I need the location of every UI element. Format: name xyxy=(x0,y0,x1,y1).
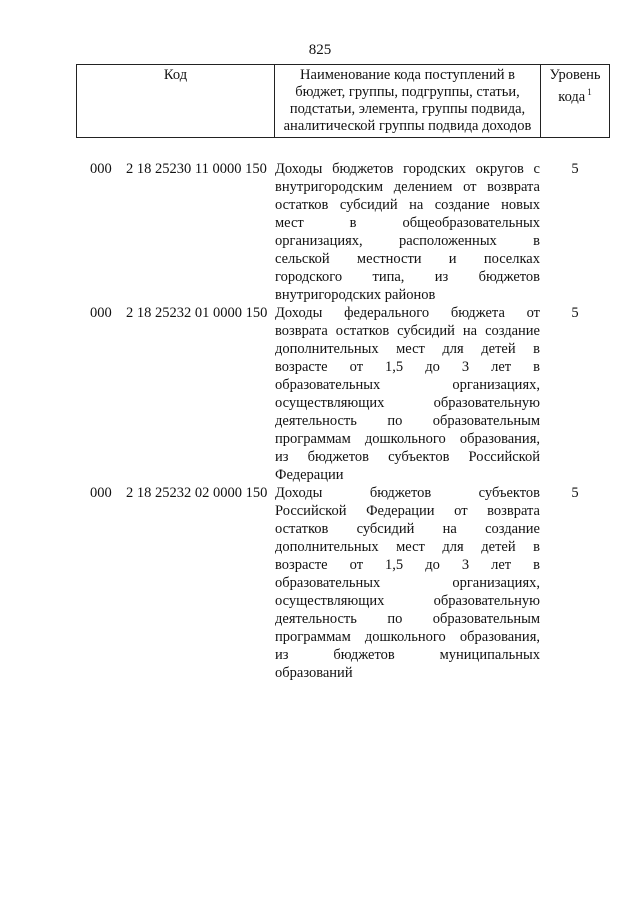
description-line: дополнительных мест для детей в xyxy=(275,341,540,357)
description-line: деятельность по образовательным xyxy=(275,413,540,429)
table-row xyxy=(76,160,610,304)
table-header xyxy=(76,64,610,138)
page-number: 825 xyxy=(308,42,332,58)
description-line: остатков субсидий на создание новых xyxy=(275,197,540,213)
description-line: возврата остатков субсидий на создание xyxy=(275,323,540,339)
header-level-line2 xyxy=(541,84,609,106)
header-level-line: Уровень xyxy=(549,67,601,83)
description-line: Доходы бюджетов субъектов xyxy=(275,485,540,501)
description-line: внутригородских районов xyxy=(275,287,436,303)
header-name-line: подстатьи, элемента, группы подвида, xyxy=(289,101,526,117)
description-line: мест в общеобразовательных xyxy=(275,215,540,231)
header-level xyxy=(541,65,609,137)
description-line: остатков субсидий на создание xyxy=(275,521,540,537)
description-line: Доходы федерального бюджета от xyxy=(275,305,540,321)
description-line: внутригородским делением от возврата xyxy=(275,179,540,195)
code-description xyxy=(275,160,540,304)
description-line: из бюджетов субъектов Российской xyxy=(275,449,540,465)
budget-code: 2 18 25232 01 0000 150 xyxy=(126,305,268,321)
table-row xyxy=(76,484,610,682)
code-level: 5 xyxy=(571,161,579,177)
header-name-line: бюджет, группы, подгруппы, статьи, xyxy=(295,84,520,100)
description-line: возрасте от 1,5 до 3 лет в xyxy=(275,557,540,573)
description-line: сельской местности и поселках xyxy=(275,251,540,267)
footnote-marker: 1 xyxy=(587,87,592,97)
description-line: организациях, расположенных в xyxy=(275,233,540,249)
description-line: городского типа, из бюджетов xyxy=(275,269,540,285)
budget-code: 2 18 25230 11 0000 150 xyxy=(126,161,267,177)
description-line: осуществляющих образовательную xyxy=(275,395,540,411)
admin-code: 000 xyxy=(90,305,112,321)
code-description xyxy=(275,484,540,682)
description-line: Российской Федерации от возврата xyxy=(275,503,540,519)
header-code: Код xyxy=(77,65,275,137)
admin-code: 000 xyxy=(90,485,112,501)
description-line: деятельность по образовательным xyxy=(275,611,540,627)
code-level: 5 xyxy=(571,485,579,501)
description-line: программам дошкольного образования, xyxy=(275,629,540,645)
table-body xyxy=(76,160,610,682)
admin-code: 000 xyxy=(90,161,112,177)
description-line: образовательных организациях, xyxy=(275,575,540,591)
description-line: Федерации xyxy=(275,467,344,483)
description-line: дополнительных мест для детей в xyxy=(275,539,540,555)
description-line: возрасте от 1,5 до 3 лет в xyxy=(275,359,540,375)
header-name-line: Наименование кода поступлений в xyxy=(300,67,515,83)
header-name-line: аналитической группы подвида доходов xyxy=(283,118,532,134)
description-line: Доходы бюджетов городских округов с xyxy=(275,161,540,177)
description-line: программам дошкольного образования, xyxy=(275,431,540,447)
description-line: образований xyxy=(275,665,353,681)
description-line: осуществляющих образовательную xyxy=(275,593,540,609)
header-level-word: кода xyxy=(558,89,586,105)
code-description xyxy=(275,304,540,484)
description-line: образовательных организациях, xyxy=(275,377,540,393)
table-row xyxy=(76,304,610,484)
budget-code: 2 18 25232 02 0000 150 xyxy=(126,485,268,501)
header-name xyxy=(275,65,541,137)
code-level: 5 xyxy=(571,305,579,321)
description-line: из бюджетов муниципальных xyxy=(275,647,540,663)
